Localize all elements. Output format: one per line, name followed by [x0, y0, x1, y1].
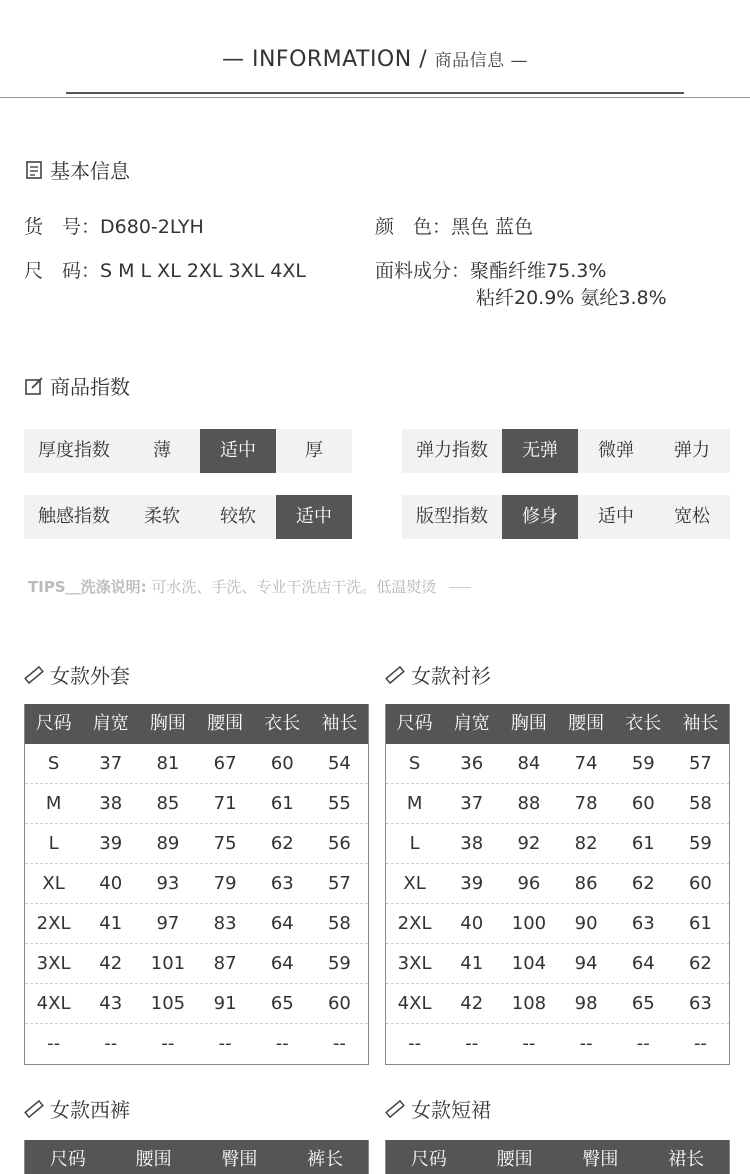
table-cell: 71	[213, 793, 237, 814]
table-cell: 90	[574, 913, 598, 934]
size-label: 尺 码：	[24, 260, 101, 282]
product-index-title: 商品指数	[50, 375, 130, 399]
table-cell: 42	[460, 993, 484, 1014]
col-header: 尺码	[49, 1149, 86, 1170]
table-cell: 58	[688, 793, 712, 814]
table-header	[25, 1140, 368, 1174]
col-header: 尺码	[35, 713, 72, 734]
table-cell: 55	[327, 793, 351, 814]
washing-tips	[28, 576, 471, 597]
index-label: 弹力指数	[416, 440, 488, 461]
coat-size-table	[24, 704, 369, 1065]
thickness-index	[24, 429, 352, 473]
fabric-value-line1: 聚酯纤维75.3%	[470, 260, 607, 282]
table-cell: 92	[517, 833, 541, 854]
header-title-cn: 商品信息 —	[434, 51, 529, 71]
table-row	[25, 904, 368, 944]
coat-title: 女款外套	[50, 664, 130, 688]
shirt-heading	[385, 660, 491, 689]
header-divider	[0, 97, 750, 98]
table-cell: --	[275, 1033, 289, 1054]
table-cell: M	[406, 793, 423, 814]
basic-info-title: 基本信息	[50, 159, 130, 183]
index-option: 微弹	[598, 440, 634, 461]
table-cell: --	[693, 1033, 707, 1054]
table-cell: 63	[631, 913, 655, 934]
table-row	[386, 1024, 729, 1064]
col-header: 腰围	[568, 713, 605, 734]
size-value: S M L XL 2XL 3XL 4XL	[100, 260, 306, 282]
table-cell: 60	[688, 873, 712, 894]
table-cell: M	[45, 793, 62, 814]
table-cell: 74	[574, 753, 598, 774]
tips-text: 可水洗、手洗、专业干洗店干洗。低温熨烫	[151, 578, 437, 596]
table-cell: 89	[156, 833, 180, 854]
table-cell: 60	[631, 793, 655, 814]
col-header: 臀围	[582, 1149, 619, 1170]
table-cell: 60	[270, 753, 294, 774]
table-cell: 42	[99, 953, 123, 974]
table-cell: 37	[99, 753, 123, 774]
table-cell: 93	[156, 873, 180, 894]
table-row	[386, 944, 729, 984]
table-cell: 81	[156, 753, 180, 774]
page-header	[0, 0, 750, 100]
table-body	[386, 744, 729, 1064]
fit-index	[402, 495, 730, 539]
table-cell: 59	[327, 953, 351, 974]
col-header: 胸围	[149, 713, 186, 734]
table-cell: --	[161, 1033, 175, 1054]
table-row	[25, 984, 368, 1024]
table-row	[25, 744, 368, 784]
col-header: 腰围	[135, 1149, 172, 1170]
table-cell: 101	[150, 953, 186, 974]
table-row	[386, 824, 729, 864]
table-cell: 63	[270, 873, 294, 894]
shirt-title: 女款衬衫	[411, 664, 491, 688]
table-cell: --	[47, 1033, 61, 1054]
index-label: 版型指数	[416, 506, 488, 527]
ruler-icon	[385, 665, 405, 685]
table-cell: 36	[460, 753, 484, 774]
tips-underline	[449, 587, 471, 588]
table-cell: --	[332, 1033, 346, 1054]
table-cell: 67	[213, 753, 237, 774]
table-cell: XL	[403, 873, 426, 894]
ruler-icon	[24, 665, 44, 685]
table-cell: 4XL	[36, 993, 71, 1014]
table-cell: 39	[99, 833, 123, 854]
table-cell: 62	[688, 953, 712, 974]
table-cell: 60	[327, 993, 351, 1014]
table-cell: 75	[213, 833, 237, 854]
table-cell: 59	[688, 833, 712, 854]
index-option: 弹力	[674, 440, 710, 461]
col-header: 腰围	[496, 1149, 533, 1170]
pants-title: 女款西裤	[50, 1098, 130, 1122]
table-cell: 64	[270, 913, 294, 934]
table-cell: XL	[42, 873, 65, 894]
table-cell: --	[104, 1033, 118, 1054]
fabric-row-2	[476, 283, 667, 310]
table-cell: --	[579, 1033, 593, 1054]
table-cell: 86	[574, 873, 598, 894]
elasticity-index	[402, 429, 730, 473]
table-cell: 56	[327, 833, 351, 854]
col-header: 袖长	[321, 713, 358, 734]
table-row	[386, 904, 729, 944]
table-row	[386, 984, 729, 1024]
table-cell: 64	[631, 953, 655, 974]
table-cell: 64	[270, 953, 294, 974]
fabric-label: 面料成分：	[375, 260, 471, 282]
table-cell: 94	[574, 953, 598, 974]
color-row	[375, 212, 533, 239]
table-row	[25, 1024, 368, 1064]
table-cell: 40	[460, 913, 484, 934]
product-index-heading	[24, 371, 130, 400]
table-row	[25, 864, 368, 904]
table-cell: --	[408, 1033, 422, 1054]
table-cell: 97	[156, 913, 180, 934]
col-header: 腰围	[207, 713, 244, 734]
pants-heading	[24, 1094, 130, 1123]
table-cell: 63	[688, 993, 712, 1014]
table-cell: 4XL	[397, 993, 432, 1014]
table-row	[386, 864, 729, 904]
basic-info-heading	[24, 155, 130, 184]
table-cell: 2XL	[397, 913, 432, 934]
col-header: 臀围	[221, 1149, 258, 1170]
pants-size-table	[24, 1140, 369, 1174]
table-cell: 91	[213, 993, 237, 1014]
index-option-selected: 修身	[502, 495, 578, 539]
table-cell: 41	[460, 953, 484, 974]
table-header	[386, 704, 729, 744]
table-cell: --	[636, 1033, 650, 1054]
table-cell: 38	[460, 833, 484, 854]
table-cell: L	[409, 833, 420, 854]
edit-icon	[24, 376, 44, 396]
table-cell: 59	[631, 753, 655, 774]
table-cell: --	[522, 1033, 536, 1054]
table-cell: 39	[460, 873, 484, 894]
index-option-selected: 适中	[200, 429, 276, 473]
table-cell: L	[48, 833, 59, 854]
index-option: 较软	[220, 506, 256, 527]
color-label: 颜 色：	[375, 216, 452, 238]
coat-heading	[24, 660, 130, 689]
skirt-size-table	[385, 1140, 730, 1174]
col-header: 肩宽	[92, 713, 129, 734]
header-divider-dark	[66, 92, 684, 94]
table-row	[25, 784, 368, 824]
index-option: 柔软	[144, 506, 180, 527]
size-row	[24, 256, 306, 283]
shirt-size-table	[385, 704, 730, 1065]
table-cell: 43	[99, 993, 123, 1014]
index-option: 厚	[305, 440, 323, 461]
col-header: 胸围	[510, 713, 547, 734]
col-header: 尺码	[396, 713, 433, 734]
table-cell: 100	[511, 913, 547, 934]
item-number-value: D680-2LYH	[100, 216, 204, 238]
table-cell: 58	[327, 913, 351, 934]
table-cell: 84	[517, 753, 541, 774]
col-header: 肩宽	[453, 713, 490, 734]
table-cell: S	[47, 753, 60, 774]
table-cell: 38	[99, 793, 123, 814]
table-cell: 78	[574, 793, 598, 814]
table-cell: 88	[517, 793, 541, 814]
index-option-selected: 无弹	[502, 429, 578, 473]
table-cell: 37	[460, 793, 484, 814]
col-header: 袖长	[682, 713, 719, 734]
table-cell: 105	[150, 993, 186, 1014]
table-cell: 82	[574, 833, 598, 854]
table-body	[25, 744, 368, 1064]
fabric-row	[375, 256, 606, 283]
table-cell: 57	[688, 753, 712, 774]
table-cell: 104	[511, 953, 547, 974]
skirt-title: 女款短裙	[411, 1098, 491, 1122]
table-row	[25, 944, 368, 984]
table-row	[386, 784, 729, 824]
fabric-value-line2: 粘纤20.9% 氨纶3.8%	[476, 287, 667, 309]
table-cell: 83	[213, 913, 237, 934]
col-header: 裤长	[307, 1149, 344, 1170]
header-title-en: — INFORMATION /	[221, 47, 428, 72]
table-cell: 41	[99, 913, 123, 934]
index-option: 薄	[153, 440, 171, 461]
table-cell: 3XL	[36, 953, 71, 974]
table-row	[386, 744, 729, 784]
table-cell: 3XL	[397, 953, 432, 974]
table-cell: 65	[631, 993, 655, 1014]
table-cell: 40	[99, 873, 123, 894]
table-cell: 62	[631, 873, 655, 894]
table-cell: 108	[511, 993, 547, 1014]
index-label: 触感指数	[38, 506, 110, 527]
table-cell: S	[408, 753, 421, 774]
document-icon	[24, 160, 44, 180]
color-value: 黑色 蓝色	[451, 216, 534, 238]
table-row	[25, 824, 368, 864]
touch-index	[24, 495, 352, 539]
table-cell: 65	[270, 993, 294, 1014]
col-header: 尺码	[410, 1149, 447, 1170]
table-cell: 87	[213, 953, 237, 974]
index-option: 宽松	[674, 506, 710, 527]
table-cell: 61	[688, 913, 712, 934]
table-cell: 96	[517, 873, 541, 894]
col-header: 衣长	[625, 713, 662, 734]
table-cell: --	[465, 1033, 479, 1054]
table-cell: 54	[327, 753, 351, 774]
table-header	[25, 704, 368, 744]
index-label: 厚度指数	[38, 440, 110, 461]
ruler-icon	[385, 1099, 405, 1119]
table-cell: --	[218, 1033, 232, 1054]
table-cell: 85	[156, 793, 180, 814]
col-header: 衣长	[264, 713, 301, 734]
skirt-heading	[385, 1094, 491, 1123]
table-cell: 61	[631, 833, 655, 854]
table-cell: 79	[213, 873, 237, 894]
table-cell: 62	[270, 833, 294, 854]
item-number-label: 货 号：	[24, 216, 101, 238]
col-header: 裙长	[668, 1149, 705, 1170]
table-cell: 57	[327, 873, 351, 894]
ruler-icon	[24, 1099, 44, 1119]
table-cell: 2XL	[36, 913, 71, 934]
header-title	[0, 46, 750, 72]
table-cell: 61	[270, 793, 294, 814]
table-header	[386, 1140, 729, 1174]
tips-heading: TIPS＿洗涤说明:	[28, 578, 147, 596]
index-option-selected: 适中	[276, 495, 352, 539]
table-cell: 98	[574, 993, 598, 1014]
item-number-row	[24, 212, 204, 239]
index-option: 适中	[598, 506, 634, 527]
